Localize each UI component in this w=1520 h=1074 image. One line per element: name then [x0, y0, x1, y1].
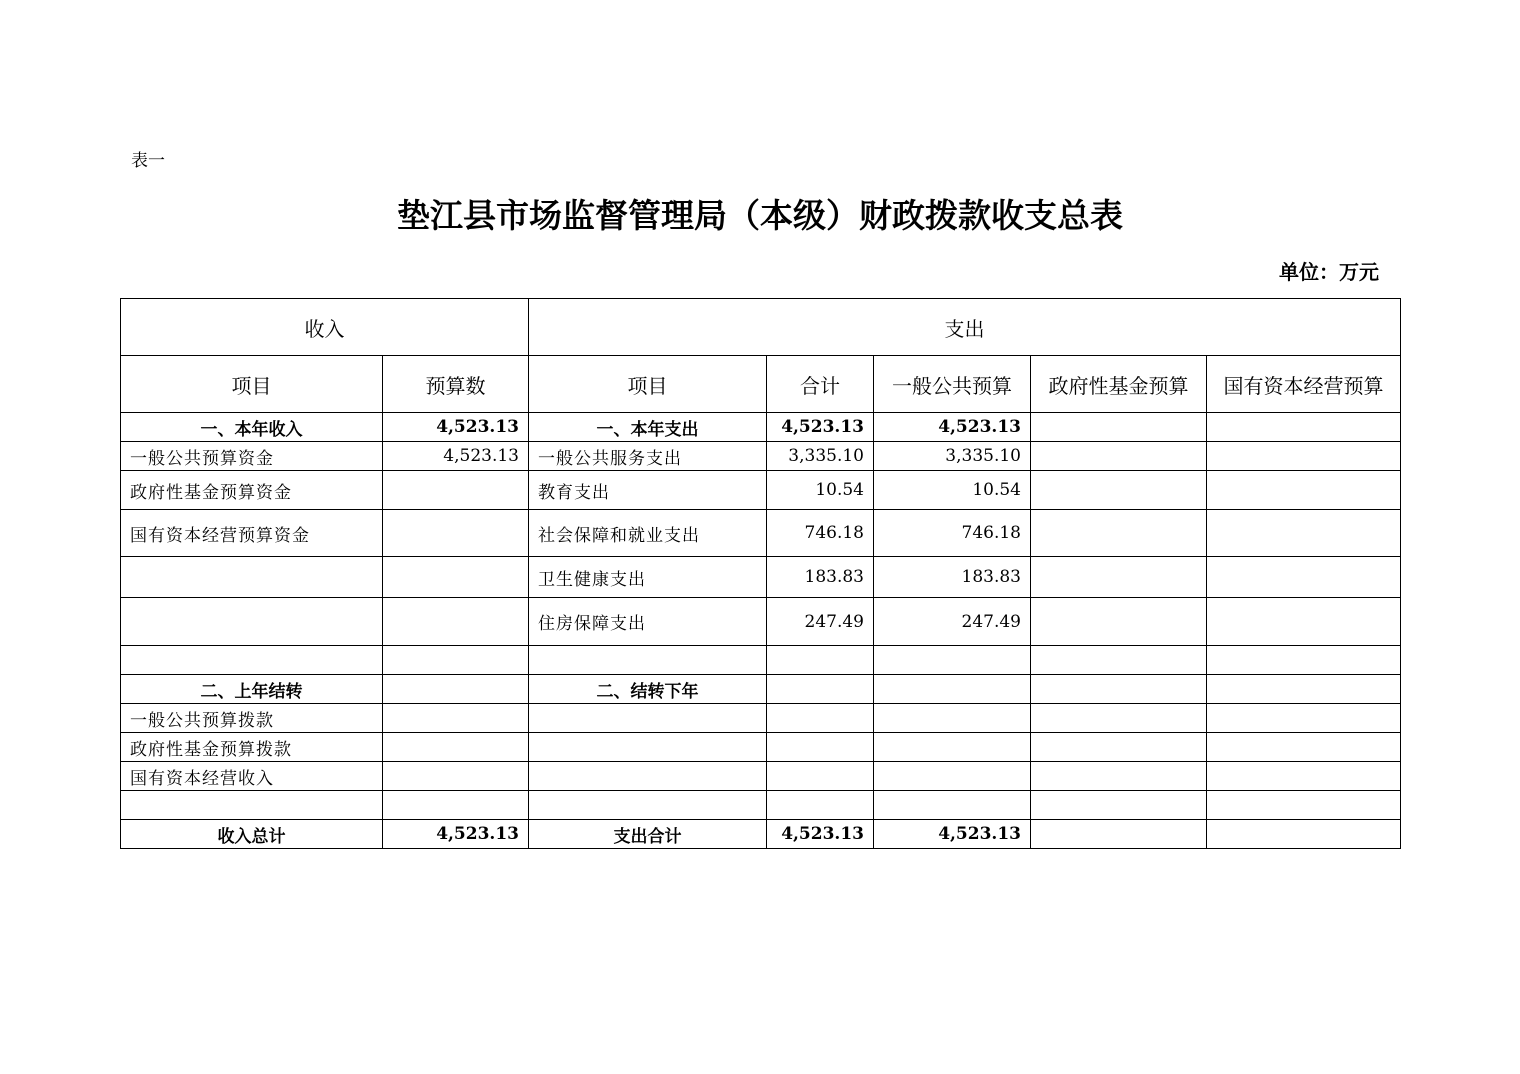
cell-gov-fund [1031, 471, 1207, 510]
cell-state-capital [1207, 791, 1401, 820]
cell-general: 10.54 [874, 471, 1031, 510]
cell-general [874, 675, 1031, 704]
table-row [121, 704, 1401, 733]
cell-inc-val [383, 675, 529, 704]
header-state-capital: 国有资本经营预算 [1207, 356, 1401, 413]
cell-exp-item [529, 762, 767, 791]
cell-exp-item: 卫生健康支出 [529, 557, 767, 598]
cell-state-capital [1207, 557, 1401, 598]
cell-inc-val: 4,523.13 [383, 413, 529, 442]
cell-gov-fund [1031, 675, 1207, 704]
cell-state-capital [1207, 646, 1401, 675]
cell-inc-val: 4,523.13 [383, 442, 529, 471]
table-row [121, 598, 1401, 646]
cell-state-capital [1207, 820, 1401, 849]
unit-label: 单位：万元 [1279, 260, 1379, 284]
cell-general: 183.83 [874, 557, 1031, 598]
cell-gov-fund [1031, 510, 1207, 557]
cell-total: 746.18 [767, 510, 874, 557]
cell-inc-item [121, 791, 383, 820]
table-row [121, 820, 1401, 849]
cell-inc-val [383, 704, 529, 733]
header-budget: 预算数 [383, 356, 529, 413]
cell-inc-val [383, 791, 529, 820]
cell-inc-item: 一般公共预算资金 [121, 442, 383, 471]
cell-state-capital [1207, 413, 1401, 442]
header-general: 一般公共预算 [874, 356, 1031, 413]
table-row [121, 442, 1401, 471]
table-label: 表一 [131, 151, 165, 171]
cell-general [874, 704, 1031, 733]
cell-exp-item: 住房保障支出 [529, 598, 767, 646]
table-row [121, 733, 1401, 762]
cell-gov-fund [1031, 646, 1207, 675]
cell-total: 4,523.13 [767, 820, 874, 849]
page-title: 垫江县市场监督管理局（本级）财政拨款收支总表 [397, 196, 1123, 235]
cell-inc-item: 收入总计 [121, 820, 383, 849]
header-expense-item: 项目 [529, 356, 767, 413]
cell-inc-val [383, 598, 529, 646]
cell-general [874, 791, 1031, 820]
table-row [121, 557, 1401, 598]
cell-total: 4,523.13 [767, 413, 874, 442]
cell-state-capital [1207, 762, 1401, 791]
cell-inc-item [121, 598, 383, 646]
cell-state-capital [1207, 675, 1401, 704]
cell-total [767, 675, 874, 704]
cell-general [874, 733, 1031, 762]
header-income: 收入 [121, 299, 529, 356]
cell-exp-item [529, 733, 767, 762]
cell-state-capital [1207, 442, 1401, 471]
cell-total: 183.83 [767, 557, 874, 598]
cell-exp-item: 一、本年支出 [529, 413, 767, 442]
cell-state-capital [1207, 598, 1401, 646]
cell-general: 3,335.10 [874, 442, 1031, 471]
cell-state-capital [1207, 510, 1401, 557]
cell-total [767, 733, 874, 762]
cell-inc-val [383, 646, 529, 675]
cell-gov-fund [1031, 791, 1207, 820]
header-expense: 支出 [529, 299, 1401, 356]
cell-exp-item: 一般公共服务支出 [529, 442, 767, 471]
cell-total [767, 762, 874, 791]
cell-inc-item: 政府性基金预算拨款 [121, 733, 383, 762]
table-row [121, 646, 1401, 675]
cell-total [767, 791, 874, 820]
cell-general [874, 762, 1031, 791]
cell-gov-fund [1031, 598, 1207, 646]
cell-state-capital [1207, 704, 1401, 733]
cell-gov-fund [1031, 413, 1207, 442]
cell-state-capital [1207, 733, 1401, 762]
cell-exp-item [529, 646, 767, 675]
cell-inc-val [383, 733, 529, 762]
table-row [121, 762, 1401, 791]
cell-exp-item [529, 791, 767, 820]
cell-total: 3,335.10 [767, 442, 874, 471]
cell-total: 247.49 [767, 598, 874, 646]
cell-exp-item: 二、结转下年 [529, 675, 767, 704]
budget-table [120, 298, 1401, 849]
cell-inc-item: 政府性基金预算资金 [121, 471, 383, 510]
cell-exp-item: 教育支出 [529, 471, 767, 510]
cell-gov-fund [1031, 762, 1207, 791]
cell-general: 4,523.13 [874, 413, 1031, 442]
table-row [121, 471, 1401, 510]
cell-gov-fund [1031, 557, 1207, 598]
cell-inc-val [383, 510, 529, 557]
cell-gov-fund [1031, 704, 1207, 733]
cell-inc-item: 国有资本经营收入 [121, 762, 383, 791]
cell-total [767, 704, 874, 733]
header-total: 合计 [767, 356, 874, 413]
table-row [121, 510, 1401, 557]
cell-total [767, 646, 874, 675]
cell-total: 10.54 [767, 471, 874, 510]
cell-general: 4,523.13 [874, 820, 1031, 849]
cell-inc-item [121, 646, 383, 675]
cell-exp-item: 支出合计 [529, 820, 767, 849]
cell-inc-item: 二、上年结转 [121, 675, 383, 704]
cell-gov-fund [1031, 733, 1207, 762]
cell-inc-val [383, 762, 529, 791]
cell-inc-val: 4,523.13 [383, 820, 529, 849]
header-gov-fund: 政府性基金预算 [1031, 356, 1207, 413]
cell-general: 247.49 [874, 598, 1031, 646]
header-row-columns [121, 356, 1401, 413]
cell-inc-val [383, 471, 529, 510]
cell-general [874, 646, 1031, 675]
cell-exp-item [529, 704, 767, 733]
header-row-group [121, 299, 1401, 356]
cell-exp-item: 社会保障和就业支出 [529, 510, 767, 557]
cell-inc-val [383, 557, 529, 598]
cell-general: 746.18 [874, 510, 1031, 557]
cell-gov-fund [1031, 820, 1207, 849]
header-income-item: 项目 [121, 356, 383, 413]
cell-state-capital [1207, 471, 1401, 510]
table-row [121, 413, 1401, 442]
cell-inc-item: 国有资本经营预算资金 [121, 510, 383, 557]
table-row [121, 791, 1401, 820]
cell-inc-item [121, 557, 383, 598]
cell-inc-item: 一般公共预算拨款 [121, 704, 383, 733]
cell-gov-fund [1031, 442, 1207, 471]
table-row [121, 675, 1401, 704]
cell-inc-item: 一、本年收入 [121, 413, 383, 442]
